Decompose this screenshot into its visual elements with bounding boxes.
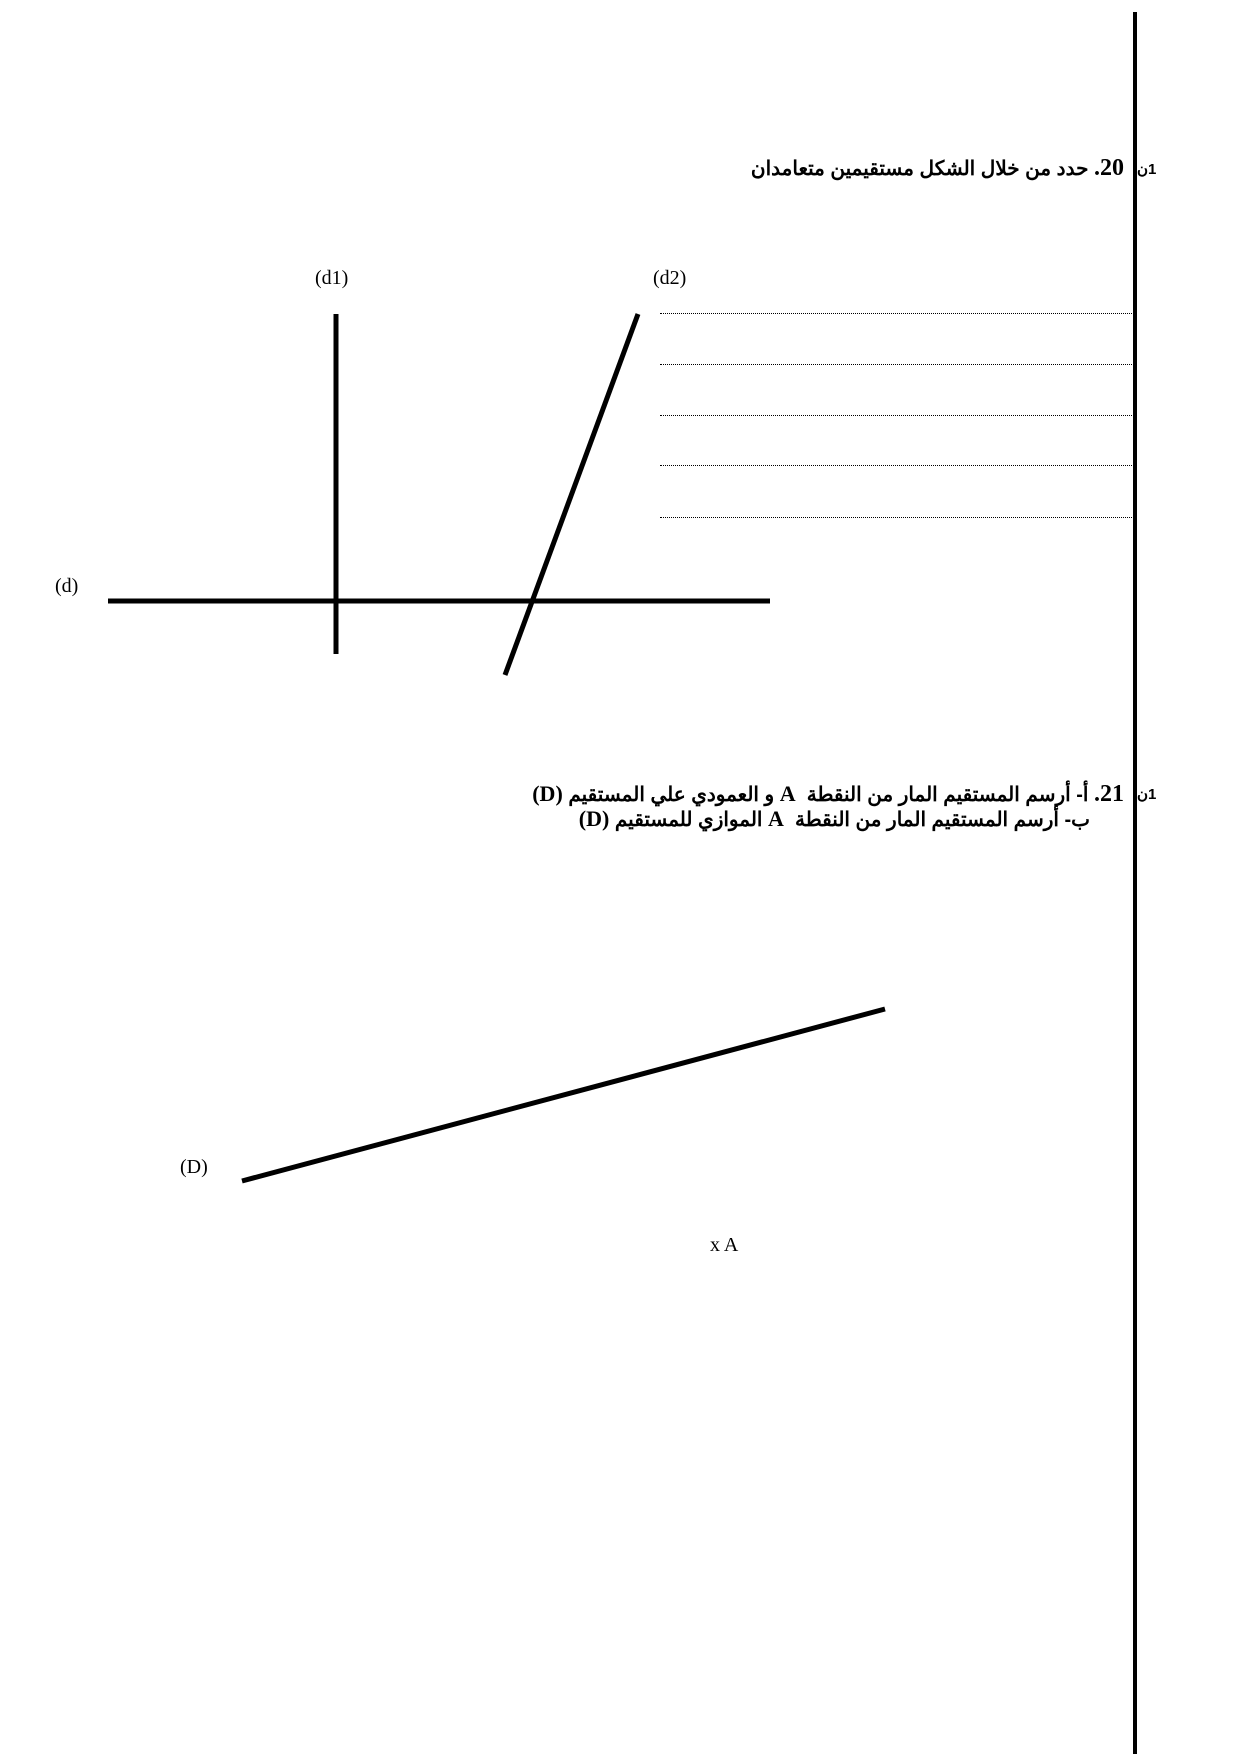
q21-points: 1ن — [1137, 786, 1157, 803]
q20-number: 20. — [1094, 155, 1124, 181]
q21-line-b-mid: الموازي للمستقيم — [614, 809, 763, 831]
q21-line-b — [579, 807, 1090, 832]
q21-line-a — [532, 782, 1124, 807]
q21-line-b-point: A — [768, 806, 784, 831]
label-d1: (d1) — [315, 267, 349, 289]
q21-line-a-point: A — [779, 781, 796, 806]
q21-prompt — [532, 782, 1124, 807]
q21-number: 21. — [1094, 781, 1124, 807]
q21-line-b-line: (D) — [578, 806, 610, 831]
line-D — [242, 1009, 885, 1181]
q21-line-a-mid: و العمودي علي المستقيم — [568, 784, 775, 806]
q21-line-a-prefix: أ- أرسم المستقيم المار من النقطة — [806, 784, 1089, 806]
q21-line-b-prefix: ب- أرسم المستقيم المار من النقطة — [795, 809, 1090, 831]
label-d2: (d2) — [653, 267, 687, 289]
point-A-label: x A — [710, 1234, 739, 1256]
label-D: (D) — [180, 1156, 208, 1178]
q20-text: حدد من خلال الشكل مستقيمين متعامدان — [750, 158, 1089, 180]
q21-line-a-line: (D) — [532, 781, 563, 806]
line-d2 — [505, 314, 638, 675]
q20-points: 1ن — [1137, 161, 1157, 178]
q21-prompt-b — [579, 807, 1090, 832]
label-d: (d) — [55, 575, 79, 597]
